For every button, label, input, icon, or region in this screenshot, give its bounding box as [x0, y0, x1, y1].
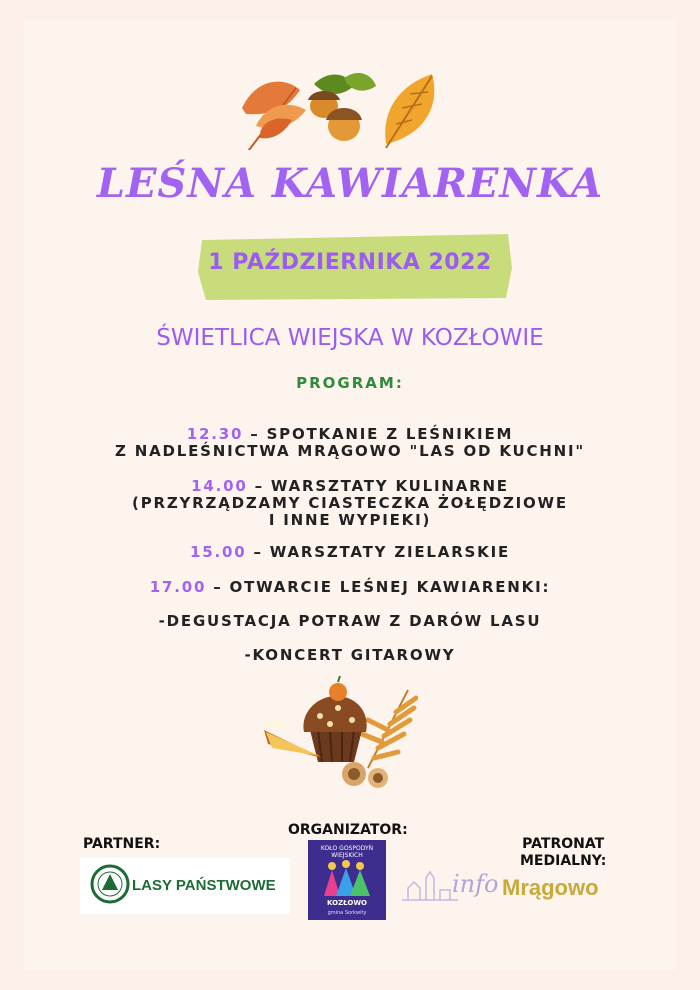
program-time: 15.00: [189, 543, 247, 561]
fern-leaf-icon: [362, 690, 416, 768]
organizer-name: KOZŁOWO: [326, 899, 367, 907]
lasy-emblem-icon: [90, 864, 130, 904]
dancers-icon: [318, 856, 376, 898]
event-location: ŚWIETLICA WIEJSKA W KOZŁOWIE: [156, 325, 544, 351]
program-text: – SPOTKANIE Z LEŚNIKIEM: [243, 425, 514, 443]
organizer-arc-text: KOŁO GOSPODYŃ WIEJSKICH: [320, 845, 374, 859]
program-text: Z NADLEŚNICTWA MRĄGOWO "LAS OD KUCHNI": [115, 442, 585, 460]
autumn-leaves-decoration: [236, 68, 442, 150]
cookies-icon: [342, 762, 388, 788]
program-time: 17.00: [149, 578, 207, 596]
program-text: – WARSZTATY KULINARNE: [247, 477, 509, 495]
program-time: 12.30: [186, 425, 244, 443]
program-item: [0, 478, 700, 529]
program-item: [0, 426, 700, 460]
patronat-line: PATRONAT: [522, 836, 605, 852]
program-text: (PRZYRZĄDZAMY CIASTECZKA ŻOŁĘDZIOWE: [132, 494, 568, 512]
program-heading: PROGRAM:: [296, 374, 404, 392]
partner-name: LASY PAŃSTWOWE: [132, 877, 276, 894]
program-text: – WARSZTATY ZIELARSKIE: [246, 543, 510, 561]
program-subitem: -KONCERT GITAROWY: [244, 646, 456, 664]
cupcake-icon: [303, 676, 366, 762]
patronat-line: MEDIALNY:: [520, 853, 607, 869]
program-time: 14.00: [191, 477, 248, 495]
program-item: [0, 579, 700, 596]
media-logo-name: Mrągowo: [502, 875, 599, 900]
event-date: 1 PAŹDZIERNIKA 2022: [208, 250, 492, 275]
organizer-label: ORGANIZATOR:: [288, 822, 408, 838]
pastry-illustration: [258, 672, 418, 798]
program-text: I INNE WYPIEKI): [268, 511, 432, 529]
program-item: [0, 544, 700, 561]
patronat-label: [520, 836, 606, 870]
organizer-subtitle: gmina Sorkwity: [327, 910, 367, 916]
program-text: – OTWARCIE LEŚNEJ KAWIARENKI:: [206, 578, 551, 596]
acorn-icon: [308, 73, 376, 141]
partner-label: PARTNER:: [83, 836, 161, 852]
program-subitem: -DEGUSTACJA POTRAW Z DARÓW LASU: [158, 612, 542, 630]
oak-leaf-icon: [385, 74, 434, 148]
media-logo-info: info: [452, 870, 499, 898]
town-skyline-icon: [400, 868, 460, 904]
maple-leaf-icon: [242, 82, 306, 150]
event-title: LEŚNA KAWIARENKA: [96, 160, 604, 207]
